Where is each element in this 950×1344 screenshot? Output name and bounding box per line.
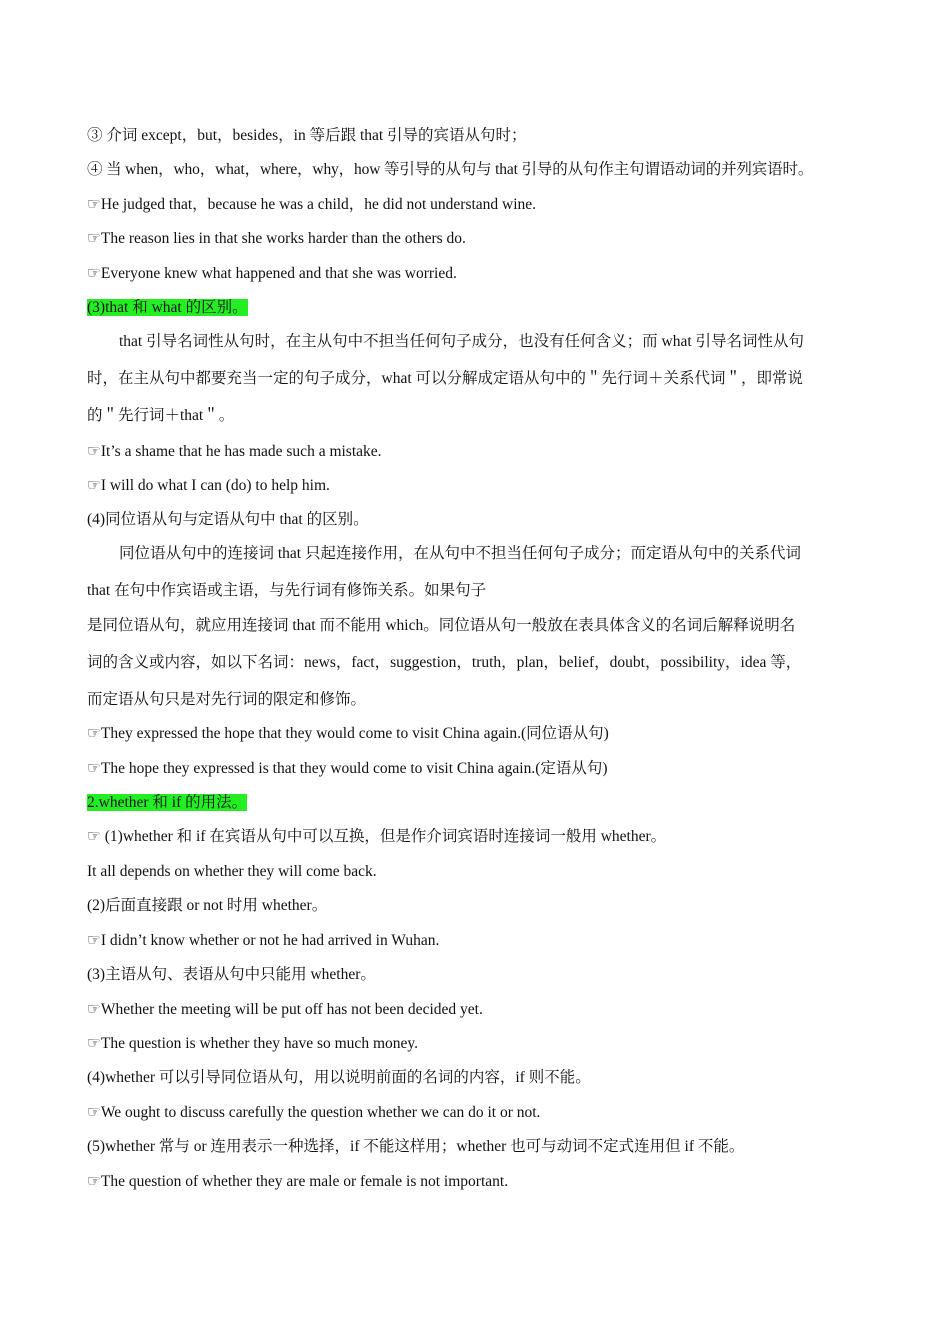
list-item-4: ④ 当 when，who，what，where，why，how 等引导的从句与 that 引导的从句作主句谓语动词的并列宾语时。	[87, 161, 814, 178]
paragraph-line: 词的含义或内容，如以下名词：news，fact，suggestion，truth，plan，belief，doubt，possibility，idea 等，	[87, 654, 802, 671]
example-sentence: ☞The question is whether they have so much money.	[87, 1035, 418, 1052]
rule-line: (3)主语从句、表语从句中只能用 whether。	[87, 966, 376, 983]
rule-line: (2)后面直接跟 or not 时用 whether。	[87, 897, 328, 914]
example-sentence: ☞The reason lies in that she works harder than the others do.	[87, 230, 466, 247]
paragraph-line: 同位语从句中的连接词 that 只起连接作用，在从句中不担当任何句子成分；而定语从句中的关系代词	[119, 545, 801, 562]
example-sentence: ☞It’s a shame that he has made such a mistake.	[87, 443, 382, 460]
rule-line: (5)whether 常与 or 连用表示一种选择，if 不能这样用；whether 也可与动词不定式连用但 if 不能。	[87, 1138, 745, 1155]
highlighted-heading: 2.whether 和 if 的用法。	[87, 794, 248, 811]
section-heading-whether-if	[87, 792, 910, 814]
example-sentence: ☞He judged that，because he was a child，he did not understand wine.	[87, 196, 537, 213]
example-sentence: ☞They expressed the hope that they would come to visit China again.(同位语从句)	[87, 725, 609, 742]
section-heading-appositive: (4)同位语从句与定语从句中 that 的区别。	[87, 511, 369, 528]
highlighted-heading: (3)that 和 what 的区别。	[87, 299, 248, 316]
paragraph-line: 时，在主从句中都要充当一定的句子成分，what 可以分解成定语从句中的＂先行词＋关系代词＂，即常说	[87, 370, 804, 387]
example-sentence: ☞Whether the meeting will be put off has not been decided yet.	[87, 1001, 483, 1018]
example-sentence: ☞I will do what I can (do) to help him.	[87, 477, 330, 494]
paragraph-line: 是同位语从句，就应用连接词 that 而不能用 which。同位语从句一般放在表具体含义的名词后解释说明名	[87, 617, 796, 634]
section-heading-that-what	[87, 297, 910, 319]
list-item-3: ③ 介词 except，but，besides，in 等后跟 that 引导的宾语从句时；	[87, 127, 527, 144]
example-sentence: ☞The question of whether they are male or female is not important.	[87, 1173, 509, 1190]
rule-line: (4)whether 可以引导同位语从句，用以说明前面的名词的内容，if 则不能。	[87, 1069, 591, 1086]
paragraph-line: that 引导名词性从句时，在主从句中不担当任何句子成分，也没有任何含义；而 what 引导名词性从句	[119, 333, 805, 350]
rule-line: ☞ (1)whether 和 if 在宾语从句中可以互换，但是作介词宾语时连接词一般用 whether。	[87, 828, 667, 845]
example-sentence: ☞The hope they expressed is that they would come to visit China again.(定语从句)	[87, 760, 608, 777]
example-sentence: It all depends on whether they will come back.	[87, 863, 377, 880]
example-sentence: ☞Everyone knew what happened and that she was worried.	[87, 265, 457, 282]
paragraph-line: 而定语从句只是对先行词的限定和修饰。	[87, 691, 367, 708]
paragraph-line: that 在句中作宾语或主语，与先行词有修饰关系。如果句子	[87, 582, 487, 599]
paragraph-line: 的＂先行词＋that＂。	[87, 407, 235, 424]
example-sentence: ☞We ought to discuss carefully the question whether we can do it or not.	[87, 1104, 541, 1121]
example-sentence: ☞I didn’t know whether or not he had arrived in Wuhan.	[87, 932, 440, 949]
